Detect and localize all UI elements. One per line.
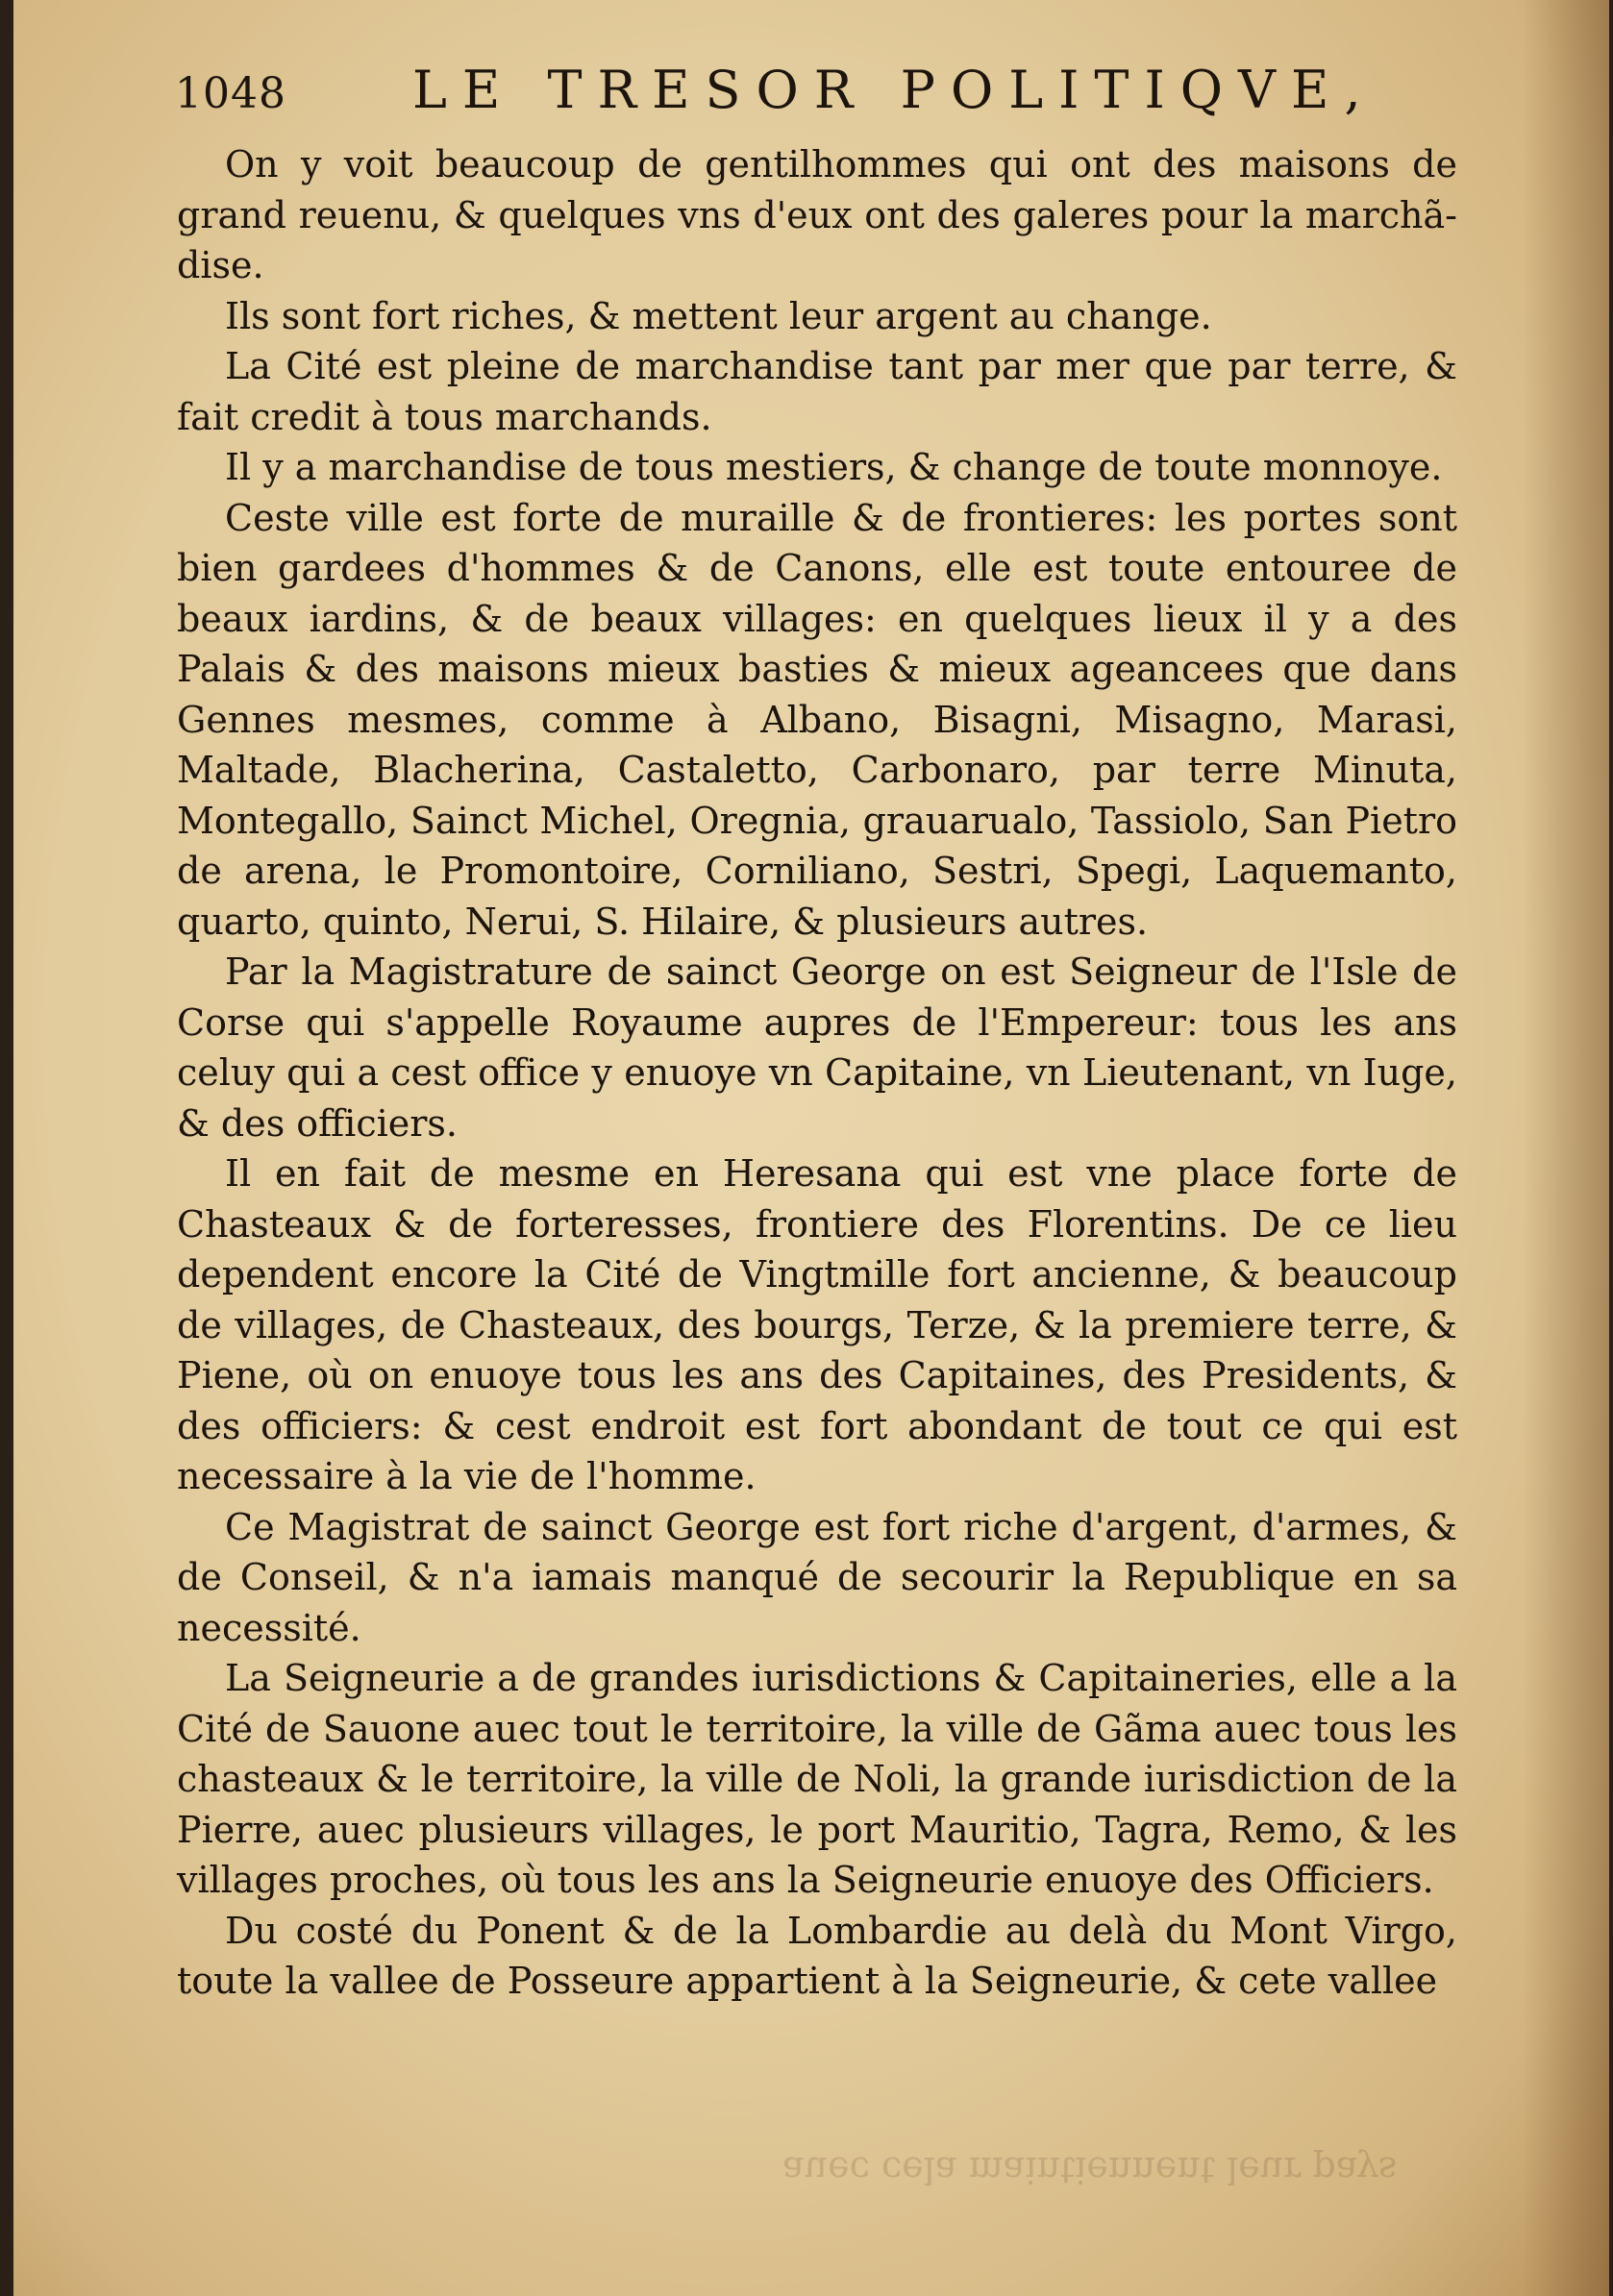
page-number: 1048 — [175, 69, 286, 118]
paragraph: La Seigneurie a de grandes iurisdictions & Capitaineries, elle a la Cité de Sauone auec tout le territoire, la ville de Gãma auec tous les chasteaux & le territoire, la ville de Noli, la grande iurisdiction de la Pierre, auec plusieurs villages, le port Mauritio, Tagra, Remo, & les villages proches, où tous les ans la Seigneurie enuoye des Officiers. — [177, 1657, 1457, 1901]
page-header — [158, 56, 1446, 123]
paragraph: Ceste ville est forte de muraille & de frontieres: les portes sont bien gardees d'hommes & de Canons, elle est toute entouree de beaux iardins, & de beaux villages: en quelques lieux il y a des Palais & des maisons mieux basties & mieux ageancees que dans Gennes mesmes, comme à Albano, Bisagni, Misagno, Marasi, Maltade, Blacherina, Castaletto, Carbonaro, par terre Minuta, Montegallo, Sainct Michel, Oregnia, grauarualo, Tassiolo, San Pietro de arena, le Promontoire, Corniliano, Sestri, Spegi, Laquemanto, quarto, quinto, Nerui, S. Hilaire, & plusieurs autres. — [177, 496, 1457, 943]
paragraph: On y voit beaucoup de gentilhommes qui ont des maisons de grand reuenu, & quelques vns d'eux ont des galeres pour la marchã-dise. — [177, 143, 1457, 286]
paragraph: Ce Magistrat de sainct George est fort riche d'argent, d'armes, & de Conseil, & n'a iamais manqué de secourir la Republique en sa necessité. — [177, 1505, 1457, 1649]
paragraph: Du costé du Ponent & de la Lombardie au delà du Mont Virgo, toute la vallee de Posseure appartient à la Seigneurie, & cete vallee — [177, 1909, 1457, 2002]
running-title: LE TRESOR POLITIQVE, — [412, 60, 1377, 120]
paragraph: Il en fait de mesme en Heresana qui est vne place forte de Chasteaux & de forteresses, frontiere des Florentins. De ce lieu dependent encore la Cité de Vingtmille fort ancienne, & beaucoup de villages, de Chasteaux, des bourgs, Terze, & la premiere terre, & Piene, où on enuoye tous les ans des Capitaines, des Presidents, & des officiers: & cest endroit est fort abondant de tout ce qui est necessaire à la vie de l'homme. — [177, 1152, 1457, 1497]
body-text — [177, 139, 1457, 2007]
paragraph: Par la Magistrature de sainct George on est Seigneur de l'Isle de Corse qui s'appelle Royaume aupres de l'Empereur: tous les ans celuy qui a cest office y enuoye vn Capitaine, vn Lieutenant, vn Iuge, & des officiers. — [177, 950, 1457, 1145]
paragraph: La Cité est pleine de marchandise tant par mer que par terre, & fait credit à tous marchands. — [177, 345, 1457, 438]
page-gutter-shadow — [1523, 0, 1609, 2296]
paragraph: Ils sont fort riches, & mettent leur argent au change. — [225, 294, 1212, 337]
paragraph: Il y a marchandise de tous mestiers, & change de toute monnoye. — [225, 446, 1443, 488]
book-page — [13, 0, 1609, 2296]
bleed-through-text: auec cela maintiennent leur pays — [782, 2149, 1398, 2191]
